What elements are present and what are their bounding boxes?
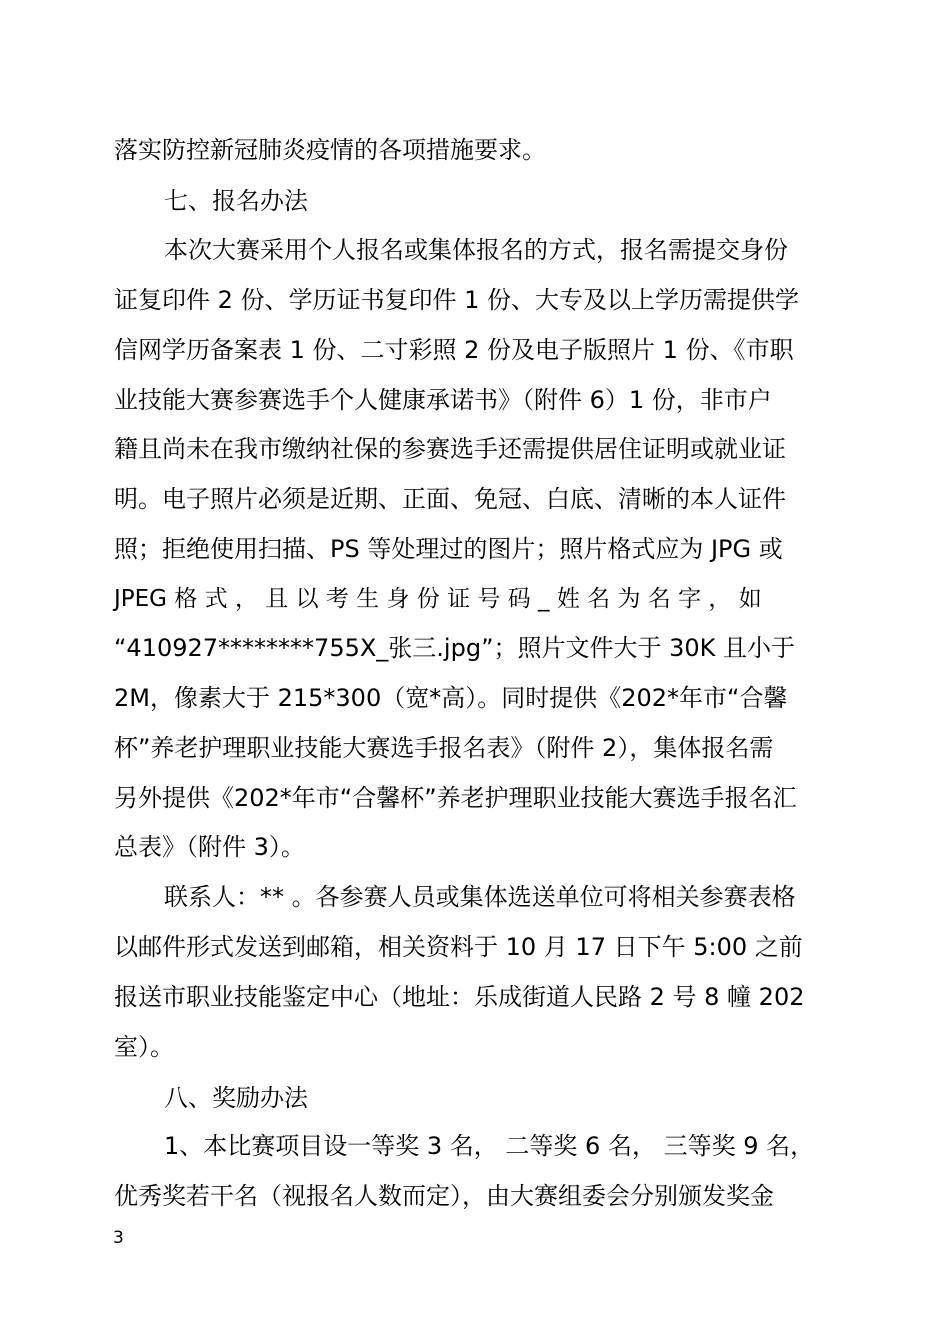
text-line: 另外提供《202*年市“合馨杯”养老护理职业技能大赛选手报名汇 <box>114 784 797 812</box>
text-line: 总表》（附件 3）。 <box>114 833 305 861</box>
text-line: 1、本比赛项目设一等奖 3 名， 二等奖 6 名， 三等奖 9 名， <box>164 1132 815 1160</box>
section-heading: 八、奖励办法 <box>164 1084 308 1112</box>
text-line: 籍且尚未在我市缴纳社保的参赛选手还需提供居住证明或就业证 <box>114 435 786 463</box>
text-line: JPEG 格 式 ， 且 以 考 生 身 份 证 号 码 _ 姓 名 为 名 字 ， 如 <box>114 586 762 612</box>
text-line: 室）。 <box>114 1033 174 1061</box>
text-line: 落实防控新冠肺炎疫情的各项措施要求。 <box>114 136 546 164</box>
text-line: 本次大赛采用个人报名或集体报名的方式，报名需提交身份 <box>164 236 788 264</box>
text-line: 优秀奖若干名（视报名人数而定），由大赛组委会分别颁发奖金 <box>114 1182 774 1210</box>
text-line: “410927********755X_张三.jpg”；照片文件大于 30K 且小于 <box>114 634 796 662</box>
text-line: 杯”养老护理职业技能大赛选手报名表》（附件 2），集体报名需 <box>114 734 774 762</box>
text-line: 联系人：** 。各参赛人员或集体选送单位可将相关参赛表格 <box>164 883 796 911</box>
text-line: 明。电子照片必须是近期、正面、免冠、白底、清晰的本人证件 <box>114 485 786 513</box>
text-line: 照；拒绝使用扫描、PS 等处理过的图片；照片格式应为 JPG 或 <box>114 535 783 563</box>
section-heading: 七、报名办法 <box>164 187 308 215</box>
text-line: 以邮件形式发送到邮箱，相关资料于 10 月 17 日下午 5:00 之前 <box>114 933 803 961</box>
text-line: 信网学历备案表 1 份、二寸彩照 2 份及电子版照片 1 份、《市职 <box>114 336 794 364</box>
text-line: 2M，像素大于 215*300（宽*高）。同时提供《202*年市“合馨 <box>114 684 788 712</box>
text-line: 报送市职业技能鉴定中心（地址：乐成街道人民路 2 号 8 幢 202 <box>114 983 805 1011</box>
text-line: 证复印件 2 份、学历证书复印件 1 份、大专及以上学历需提供学 <box>114 286 800 314</box>
page-number: 3 <box>113 1228 124 1248</box>
text-line: 业技能大赛参赛选手个人健康承诺书》（附件 6）1 份，非市户 <box>114 386 772 414</box>
